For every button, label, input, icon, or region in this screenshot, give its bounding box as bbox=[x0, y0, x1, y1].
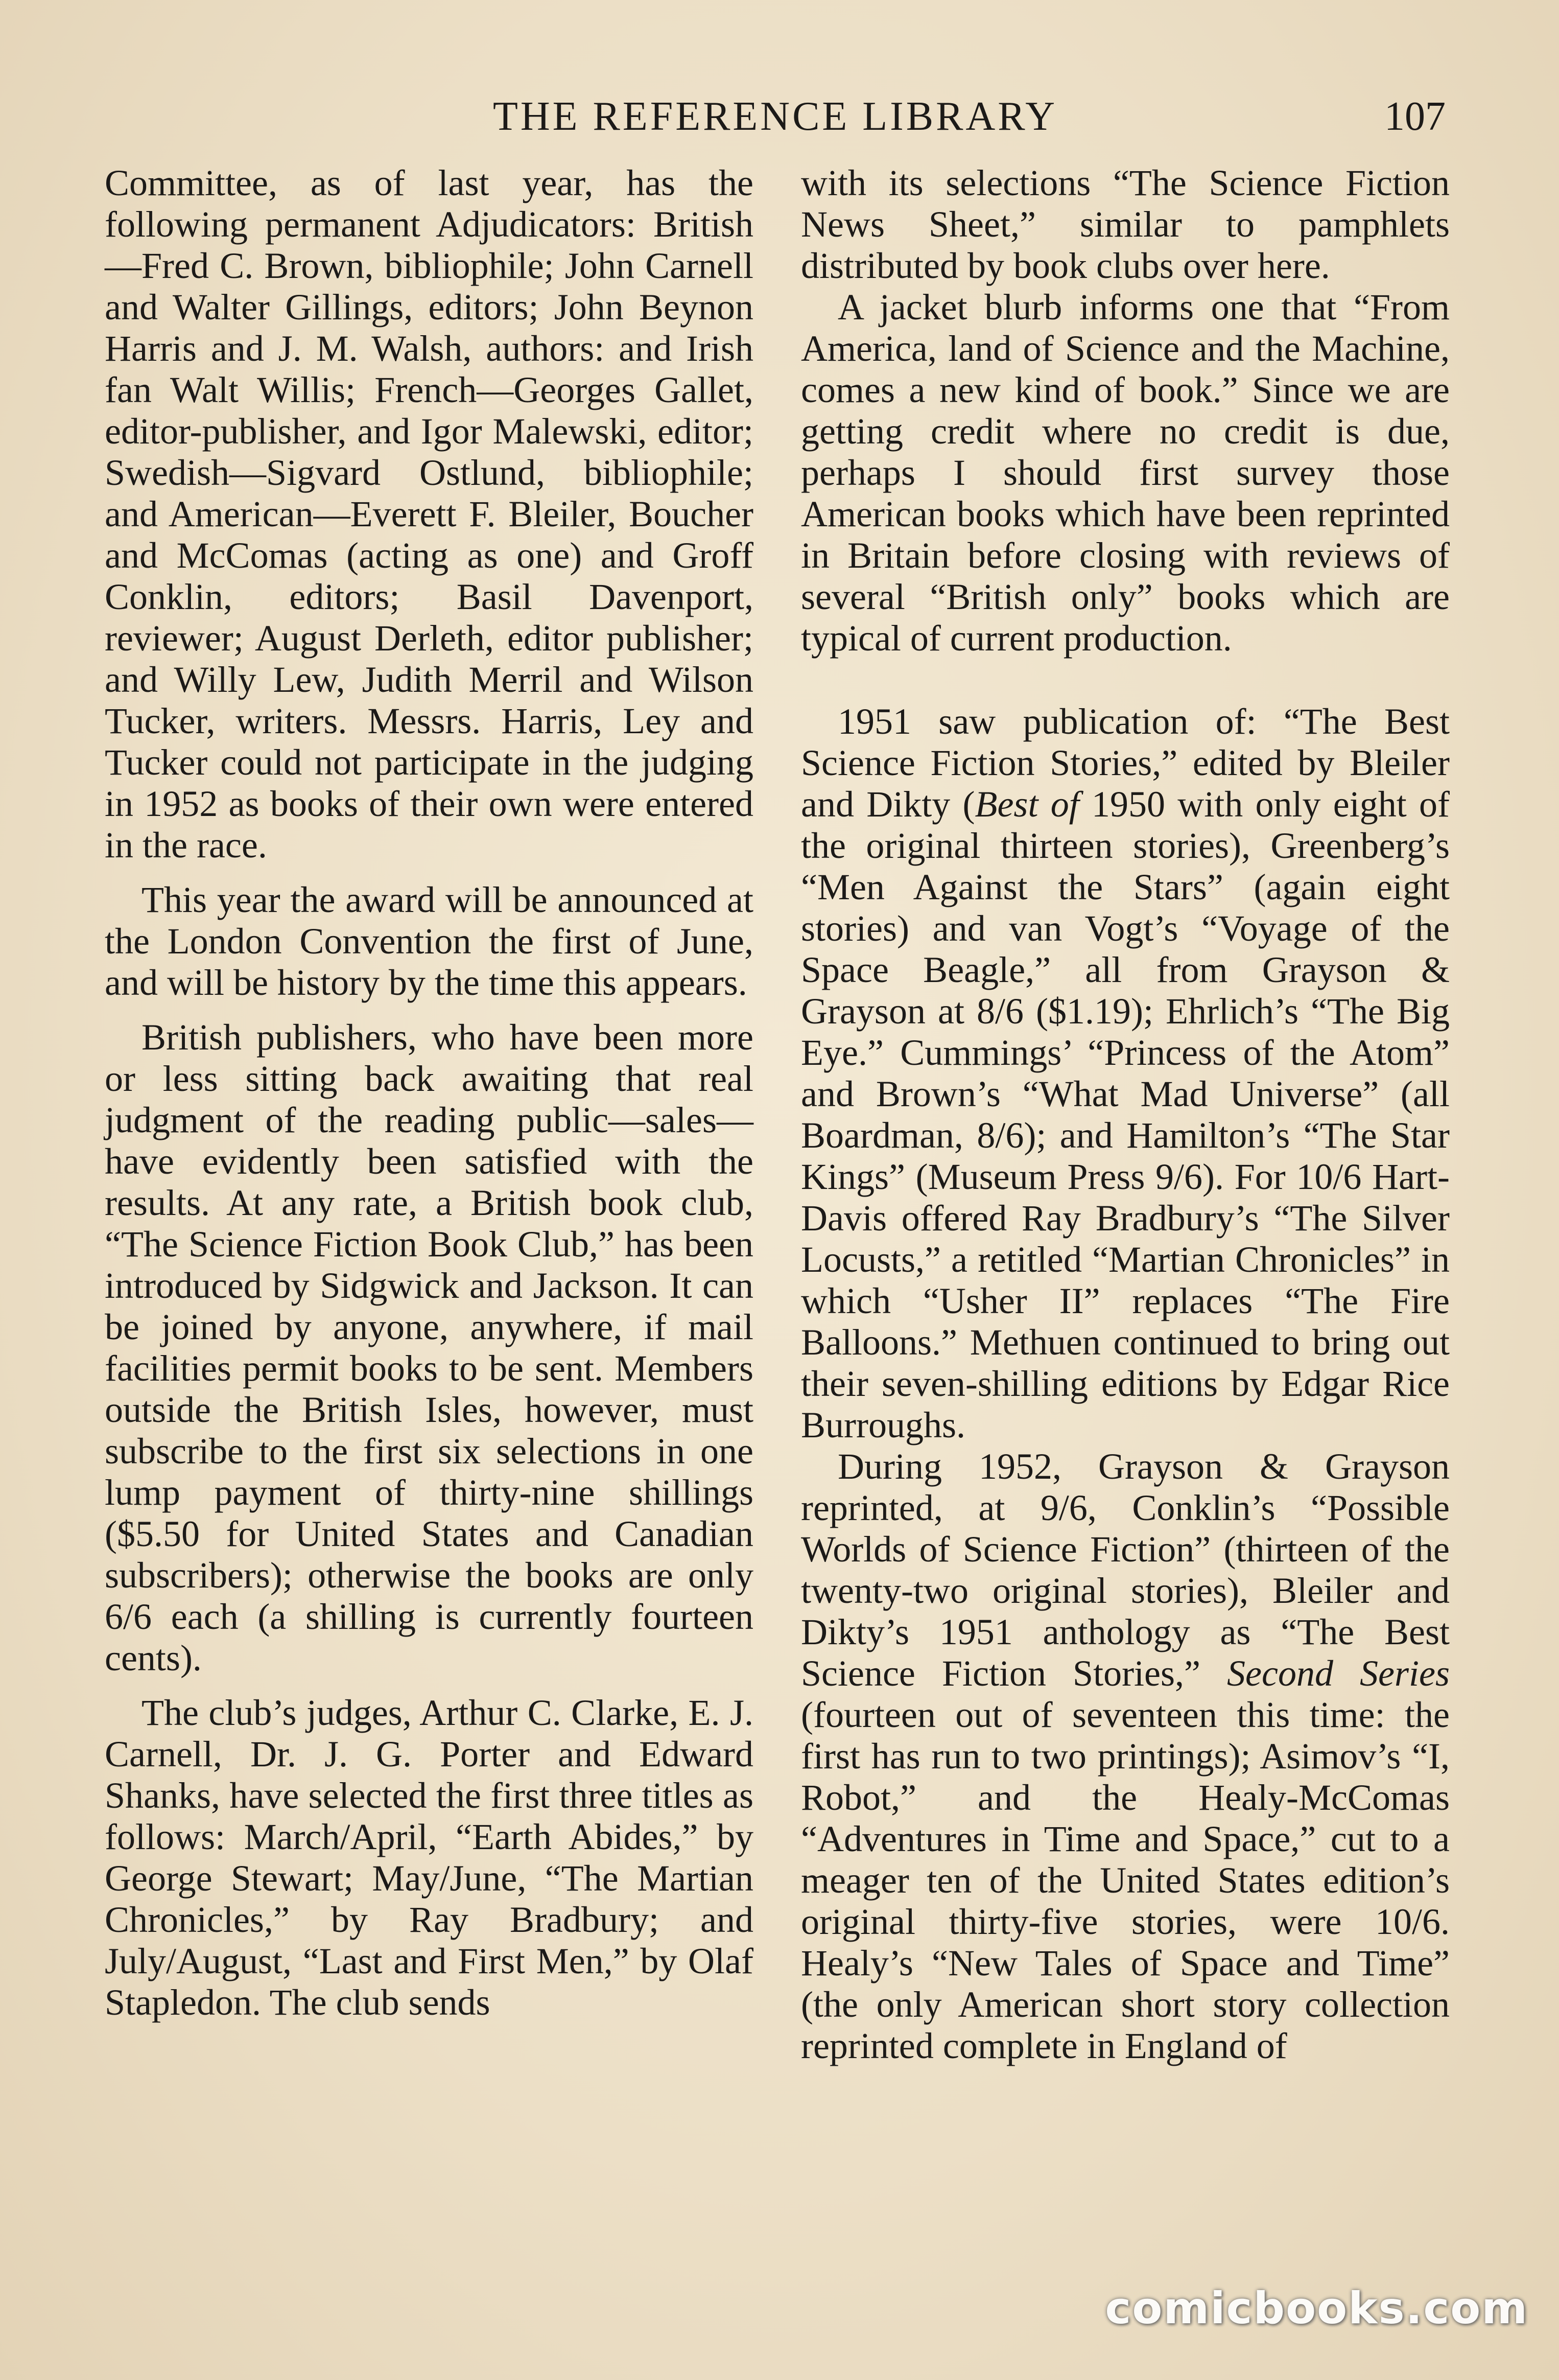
paragraph-1952-reprints bbox=[801, 1446, 1450, 2067]
text-run: During 1952, Grayson & Grayson reprinted, at 9/6, Conklin’s “Possible Worlds of Science Fiction” (thirteen of the twenty-two original stories), Bleiler and Dikty’s 1951 anthology as “The Best Science Fiction Stories,” bbox=[801, 1446, 1450, 1694]
page-number: 107 bbox=[1384, 94, 1446, 139]
paragraph-club-judges: The club’s judges, Arthur C. Clarke, E. J. Carnell, Dr. J. G. Porter and Edward Shanks, have selected the first three titles as follows: March/April, “Earth Abides,” by George Stewart; May/June, “The Martian Chronicles,” by Ray Bradbury; and July/August, “Last and First Men,” by Olaf Stapledon. The club sends bbox=[105, 1692, 753, 2023]
watermark: comicbooks.com bbox=[1105, 2283, 1528, 2334]
paragraph-news-sheet: with its selections “The Science Fiction News Sheet,” similar to pamphlets distributed by book clubs over here. bbox=[801, 162, 1450, 286]
right-column bbox=[801, 162, 1450, 2067]
italic-title: Best of bbox=[975, 784, 1079, 825]
paragraph-british-publishers: British publishers, who have been more or less sitting back awaiting that real judgment of the reading public—sales—have evidently been satisfied with the results. At any rate, a British book club, “The Science Fiction Book Club,” has been introduced by Sidgwick and Jackson. It can be joined by anyone, anywhere, if mail facilities permit books to be sent. Members outside the British Isles, however, must subscribe to the first six selections in one lump payment of thirty-nine shillings ($5.50 for United States and Canadian subscribers); otherwise the books are only 6/6 each (a shilling is currently fourteen cents). bbox=[105, 1017, 753, 1678]
left-column bbox=[105, 162, 753, 2023]
paragraph-adjudicators: Committee, as of last year, has the following permanent Adjudicators: British—Fred C. Brown, bibliophile; John Carnell and Walter Gillings, editors; John Beynon Harris and J. M. Walsh, authors: and Irish fan Walt Willis; French—Georges Gallet, editor-publisher, and Igor Malewski, editor; Swedish—Sigvard Ostlund, bibliophile; and American—Everett F. Bleiler, Boucher and McComas (acting as one) and Groff Conklin, editors; Basil Davenport, reviewer; August Derleth, editor publisher; and Willy Lew, Judith Merril and Wilson Tucker, writers. Messrs. Harris, Ley and Tucker could not participate in the judging in 1952 as books of their own were entered in the race. bbox=[105, 162, 753, 866]
text-run: (fourteen out of seventeen this time: the first has run to two printings); Asimov’s “I, Robot,” and the Healy-McComas “Adventures in Time and Space,” cut to a meager ten of the United States edition’s original thirty-five stories, were 10/6. Healy’s “New Tales of Space and Time” (the only American short story collection reprinted complete in England of bbox=[801, 1694, 1450, 2066]
page-header bbox=[105, 91, 1446, 147]
paragraph-award-announcement: This year the award will be announced at the London Convention the first of June, and will be history by the time this appears. bbox=[105, 879, 753, 1003]
paragraph-jacket-blurb: A jacket blurb informs one that “From America, land of Science and the Machine, comes a new kind of book.” Since we are getting credit where no credit is due, perhaps I should first survey those American books which have been reprinted in Britain before closing with reviews of several “British only” books which are typical of current production. bbox=[801, 287, 1450, 659]
running-head: THE REFERENCE LIBRARY bbox=[492, 94, 1058, 139]
text-run: 1950 with only eight of the original thirteen stories), Greenberg’s “Men Against the Stars” (again eight stories) and van Vogt’s “Voyage of the Space Beagle,” all from Grayson & Grayson at 8/6 ($1.19); Ehrlich’s “The Big Eye.” Cummings’ “Princess of the Atom” and Brown’s “What Mad Universe” (all Boardman, 8/6); and Hamilton’s “The Star Kings” (Museum Press 9/6). For 10/6 Hart-Davis offered Ray Bradbury’s “The Silver Locusts,” a retitled “Martian Chronicles” in which “Usher II” replaces “The Fire Balloons.” Methuen continued to bring out their seven-shilling editions by Edgar Rice Burroughs. bbox=[801, 784, 1450, 1445]
italic-title: Second Series bbox=[1227, 1653, 1450, 1694]
paragraph-1951-publications bbox=[801, 701, 1450, 1446]
text-run: 1951 saw publication of: “The Best Science Fiction Stories,” edited by Bleiler and Dikty ( bbox=[801, 701, 1450, 825]
